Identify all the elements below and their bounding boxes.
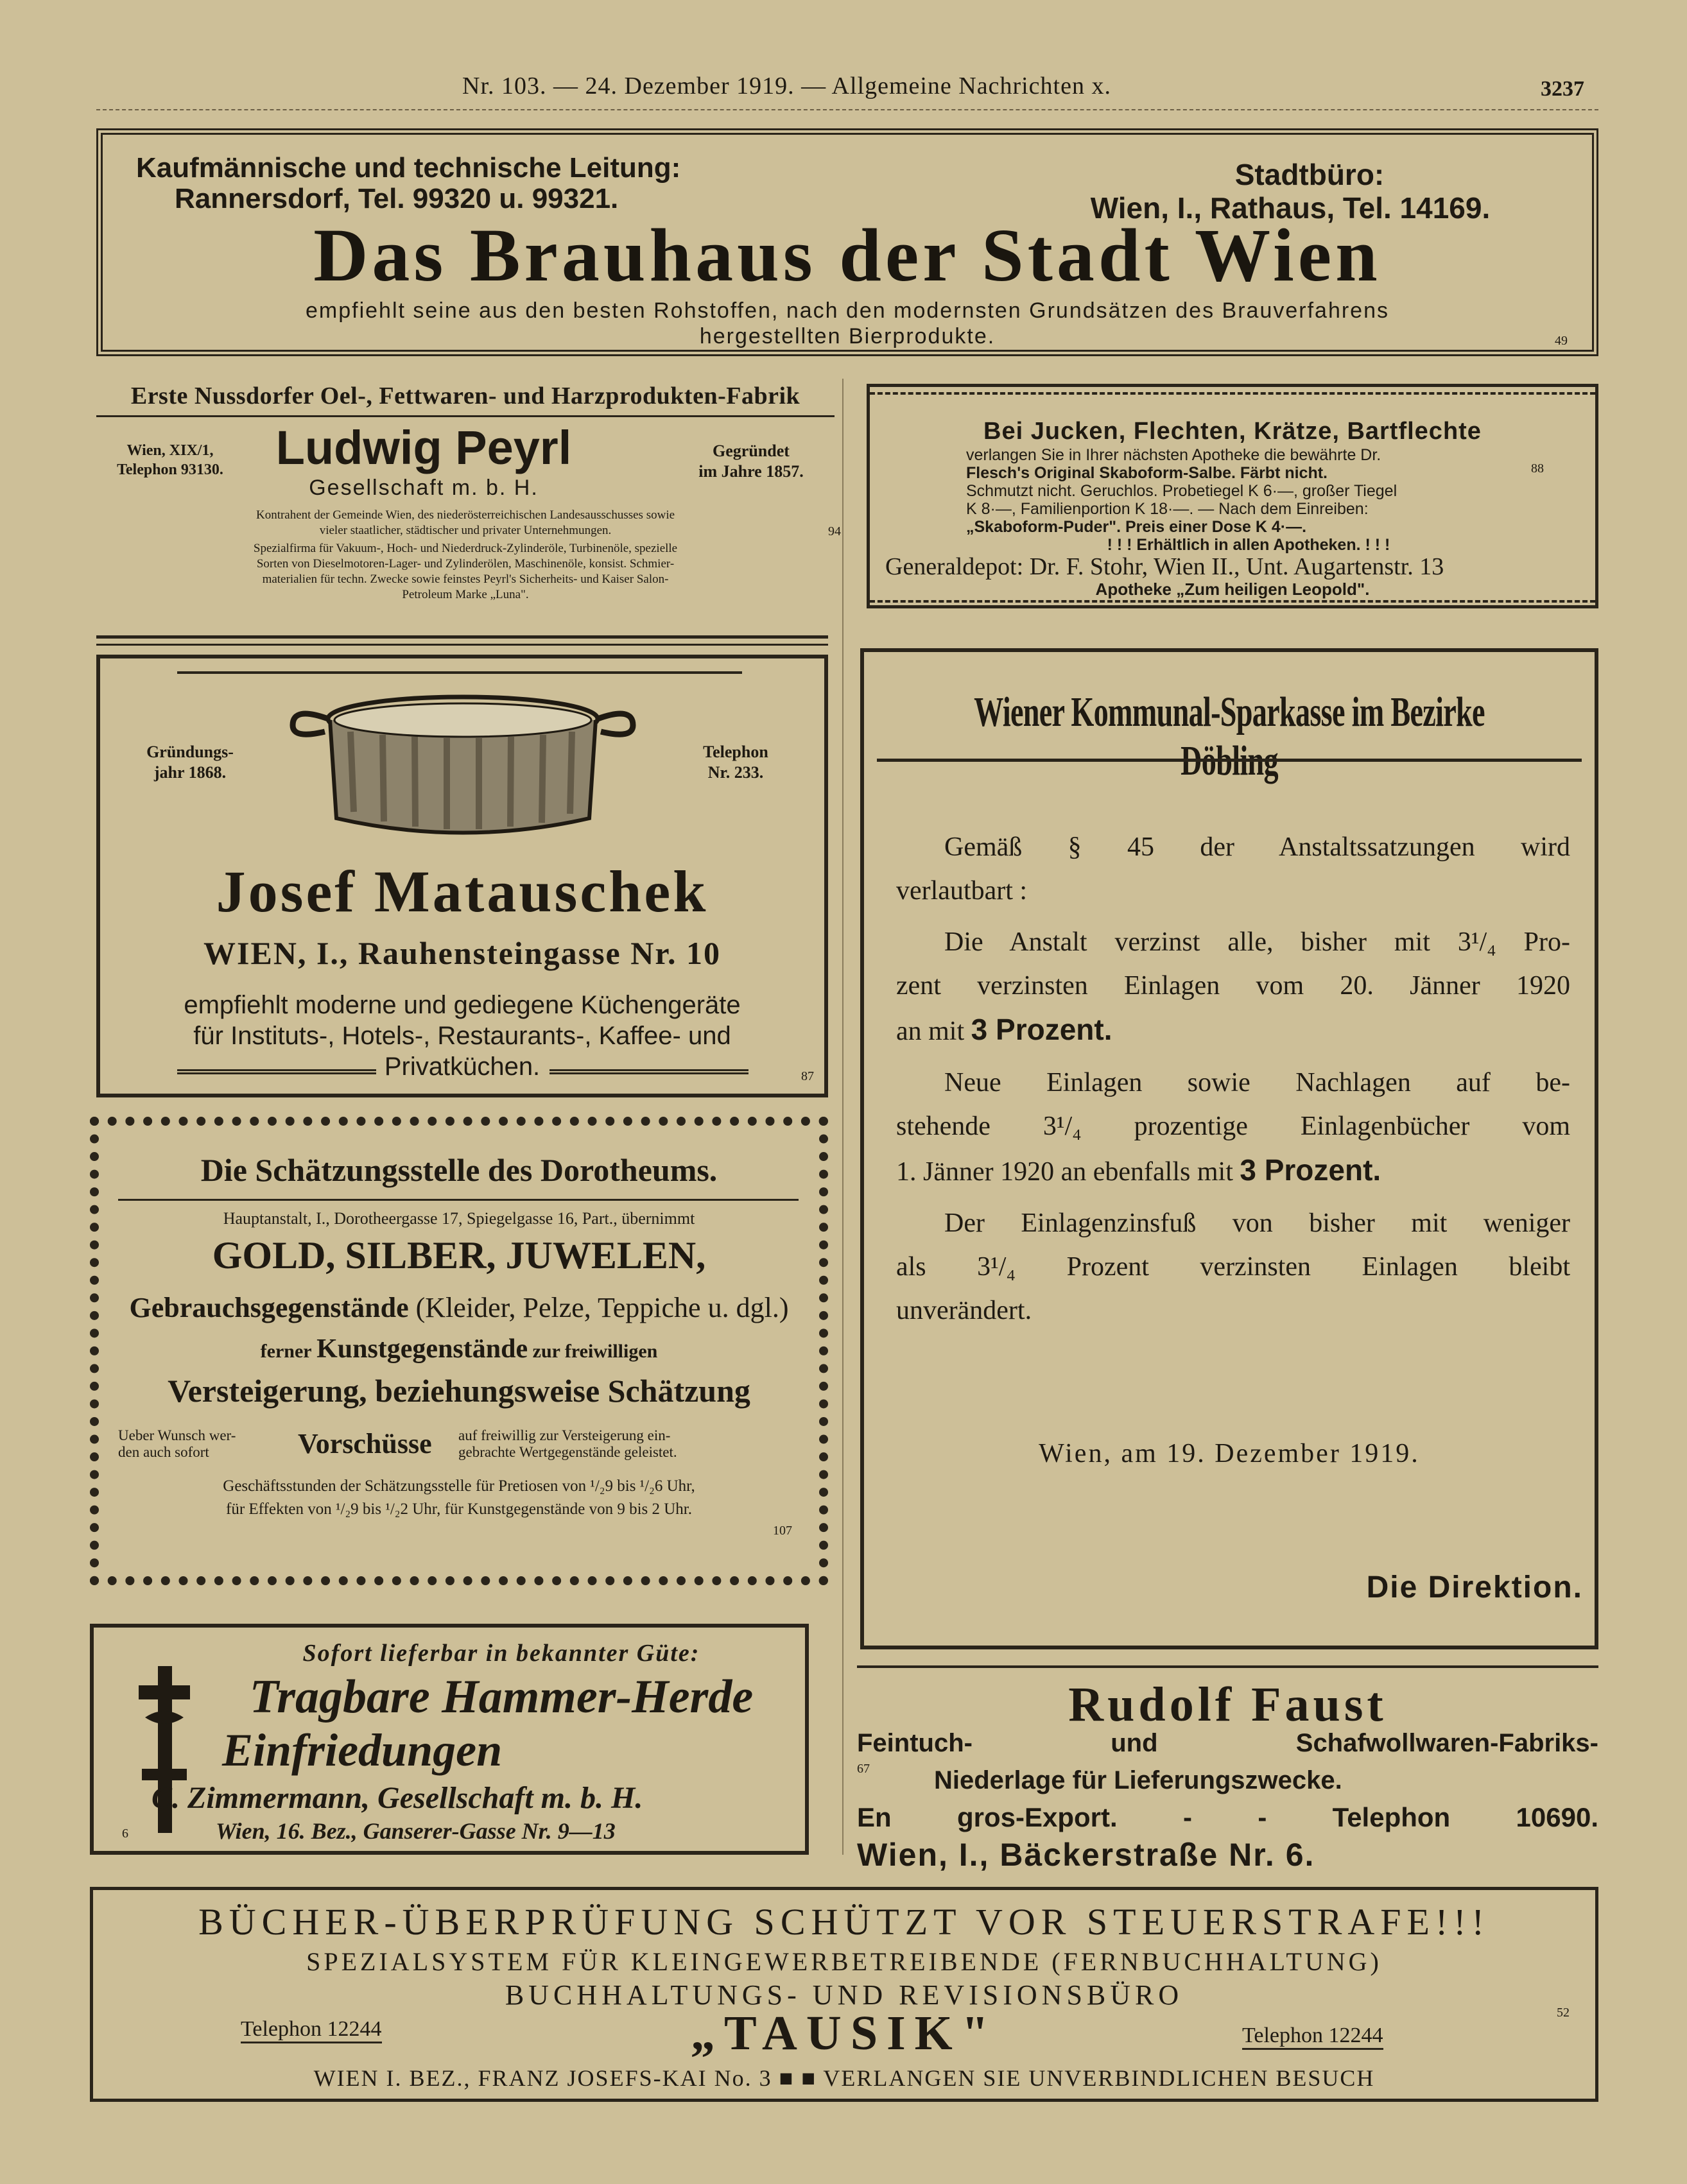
matauschek-left-line2: jahr 1868. [153, 763, 227, 782]
dorotheum-line3a: ferner [260, 1341, 312, 1362]
peyrl-ad [96, 382, 841, 626]
sparkasse-body [896, 825, 1570, 1332]
dorotheum-ref: 107 [773, 1524, 792, 1538]
peyrl-subtitle: Gesellschaft m. b. H. [309, 476, 539, 500]
peyrl-right-line2: im Jahre 1857. [698, 462, 804, 481]
flesch-apotheke: Apotheke „Zum heiligen Leopold". [1095, 580, 1370, 599]
sparkasse-ad [860, 648, 1598, 1649]
brauhaus-right-line1: Stadtbüro: [1234, 158, 1385, 191]
brauhaus-left-line1: Kaufmännische und technische Leitung: [136, 152, 681, 184]
flesch-line1: verlangen Sie in Ihrer nächsten Apotheke die bewährte Dr. [966, 446, 1381, 464]
header-running-title: Nr. 103. — 24. Dezember 1919. — Allgemeine Nachrichten x. [462, 73, 1111, 99]
tausik-ref: 52 [1557, 2006, 1570, 2020]
dorotheum-line3b: Kunstgegenstände [316, 1334, 528, 1364]
brauhaus-ad [96, 128, 1598, 356]
dorotheum-right-small1: auf freiwillig zur Versteigerung ein- [458, 1427, 671, 1443]
flesch-border-bottom [870, 600, 1595, 603]
sparkasse-p1-line2: verlautbart : [896, 876, 1028, 906]
peyrl-left-line2: Telephon 93130. [117, 461, 223, 478]
faust-ad [857, 1665, 1598, 1877]
dorotheum-left-small [118, 1427, 285, 1461]
tausik-tel-left: Telephon 12244 [241, 2017, 382, 2043]
peyrl-left-info [103, 441, 238, 479]
peyrl-left-line1: Wien, XIX/1, [126, 442, 214, 459]
dorotheum-hours2: für Effekten von ¹/₂9 bis ¹/₂2 Uhr, für Kunstgegenstände von 9 bis 2 Uhr. [226, 1500, 692, 1518]
brauhaus-title: Das Brauhaus der Stadt Wien [313, 213, 1381, 297]
dorotheum-title: Die Schätzungsstelle des Dorotheums. [200, 1152, 718, 1188]
sparkasse-p3-line1: Neue Einlagen sowie Nachlagen auf be- [944, 1068, 1570, 1097]
dorotheum-rule [118, 1199, 799, 1201]
peyrl-text-line6: Petroleum Marke „Luna". [402, 588, 529, 601]
sparkasse-p4-line2: als 3¹/₄ Prozent verzinsten Einlagen bleibt [896, 1252, 1570, 1282]
dorotheum-line2a: Gebrauchsgegenstände [129, 1292, 409, 1323]
page-header [0, 72, 1687, 110]
flesch-line4: K 8·—, Familienportion K 18·—. — Nach dem Einreiben: [966, 500, 1369, 518]
dorotheum-line4: Versteigerung, beziehungsweise Schätzung [168, 1373, 750, 1409]
sparkasse-p4-line3: unverändert. [896, 1296, 1032, 1325]
matauschek-right-line1: Telephon [703, 743, 768, 761]
cooking-pot-icon [280, 680, 646, 847]
peyrl-name: Ludwig Peyrl [275, 421, 572, 474]
zimmermann-ref: 6 [122, 1827, 128, 1841]
peyrl-text-line5: materialien für techn. Zwecke sowie feinstes Peyrl's Sicherheits- und Kaiser Salon- [262, 572, 669, 586]
matauschek-line3: Privatküchen. [384, 1053, 541, 1081]
matauschek-right-rule [549, 1069, 748, 1074]
zimmermann-line4: C. Zimmermann, Gesellschaft m. b. H. [151, 1781, 643, 1815]
faust-name: Rudolf Faust [1068, 1678, 1387, 1732]
dorotheum-right-small2: gebrachte Wertgegenstände geleistet. [458, 1444, 677, 1460]
matauschek-address: WIEN, I., Rauhensteingasse Nr. 10 [203, 935, 721, 971]
matauschek-right-line2: Nr. 233. [707, 763, 764, 782]
brauhaus-left-address [136, 153, 680, 214]
matauschek-name: Josef Matauschek [216, 859, 709, 924]
tausik-tel-right: Telephon 12244 [1242, 2024, 1383, 2050]
dorotheum-hours [99, 1475, 819, 1521]
faust-line1: Feintuch- und Schafwollwaren-Fabriks- [857, 1729, 1598, 1757]
sparkasse-p3-line3b: 3 Prozent. [1240, 1153, 1381, 1187]
matauschek-left-info [113, 742, 267, 783]
tausik-ad [90, 1887, 1598, 2102]
matauschek-left-line1: Gründungs- [146, 743, 234, 761]
matauschek-left-rule [177, 1069, 376, 1074]
flesch-heading: Bei Jucken, Flechten, Krätze, Bartflechte [983, 418, 1482, 445]
matauschek-ref: 87 [801, 1069, 814, 1083]
sparkasse-p1-line1: Gemäß § 45 der Anstaltssatzungen wird [944, 832, 1570, 862]
peyrl-right-info [674, 441, 828, 482]
peyrl-text-line1: Kontrahent der Gemeinde Wien, des niederösterreichischen Landesausschusses sowie [255, 508, 675, 522]
sparkasse-signature: Die Direktion. [1366, 1570, 1583, 1604]
brauhaus-description [103, 298, 1592, 349]
sparkasse-p2-line2: zent verzinsten Einlagen vom 20. Jänner 1920 [896, 971, 1570, 1001]
zimmermann-line2: Tragbare Hammer-Herde [249, 1671, 754, 1723]
faust-line4: Wien, I., Bäckerstraße Nr. 6. [857, 1837, 1315, 1873]
dorotheum-line2 [99, 1291, 819, 1324]
dorotheum-ad [90, 1117, 828, 1585]
sparkasse-title: Wiener Kommunal-Sparkasse im Bezirke Döbling [974, 689, 1485, 784]
peyrl-right-line1: Gegründet [713, 442, 790, 460]
dorotheum-line2b: (Kleider, Pelze, Teppiche u. dgl.) [415, 1292, 789, 1323]
matauschek-line1: empfiehlt moderne und gediegene Küchengeräte [184, 991, 741, 1019]
sparkasse-rule [877, 759, 1582, 762]
dorotheum-left-small1: Ueber Wunsch wer- [118, 1427, 236, 1443]
sparkasse-date: Wien, am 19. Dezember 1919. [1039, 1439, 1420, 1468]
matauschek-line2: für Instituts-, Hotels-, Restaurants-, Kaffee- und [193, 1022, 731, 1050]
dorotheum-right-small [458, 1427, 805, 1461]
peyrl-heading: Erste Nussdorfer Oel-, Fettwaren- und Harzprodukten-Fabrik [130, 383, 800, 409]
dorotheum-hours1: Geschäftsstunden der Schätzungsstelle für Pretiosen von ¹/₂9 bis ¹/₂6 Uhr, [223, 1477, 695, 1495]
sparkasse-p3-line2: stehende 3¹/₄ prozentige Einlagenbücher vom [896, 1112, 1570, 1141]
flesch-depot: Generaldepot: Dr. F. Stohr, Wien II., Unt. Augartenstr. 13 [885, 553, 1444, 580]
zimmermann-line1: Sofort lieferbar in bekannter Güte: [302, 1640, 700, 1667]
zimmermann-line3: Einfriedungen [222, 1724, 503, 1776]
page-number: 3237 [1541, 77, 1584, 101]
matauschek-top-rule [96, 635, 828, 646]
brauhaus-desc-line1: empfiehlt seine aus den besten Rohstoffen, nach den modernsten Grundsätzen des Brauverfahrens [306, 298, 1389, 323]
sparkasse-p3-line3 [896, 1148, 1570, 1194]
peyrl-text [96, 508, 835, 603]
flesch-border-top [870, 392, 1595, 395]
dorotheum-left-small2: den auch sofort [118, 1444, 209, 1460]
zimmermann-line5: Wien, 16. Bez., Ganserer-Gasse Nr. 9—13 [216, 1818, 616, 1844]
faust-line2: Niederlage für Lieferungszwecke. [934, 1766, 1342, 1794]
peyrl-text-line2-row [96, 523, 835, 538]
tausik-bottom: WIEN I. BEZ., FRANZ JOSEFS-KAI No. 3 ■ ■ VERLANGEN SIE UNVERBINDLICHEN BESUCH [313, 2065, 1375, 2091]
sparkasse-p2-line3a: an mit [896, 1017, 965, 1046]
tausik-line3: BUCHHALTUNGS- UND REVISIONSBÜRO [505, 1979, 1184, 2011]
brauhaus-ref: 49 [1555, 334, 1568, 348]
brauhaus-right-line2: Wien, I., Rathaus, Tel. 14169. [1090, 191, 1491, 225]
peyrl-text-line2: vieler staatlicher, städtischer und privater Unternehmungen. [319, 524, 612, 537]
dorotheum-line3 [99, 1334, 819, 1364]
sparkasse-p2-line3 [896, 1008, 1570, 1053]
peyrl-text-line3: Spezialfirma für Vakuum-, Hoch- und Niederdruck-Zylinderöle, Turbinenöle, spezielle [253, 542, 678, 555]
sparkasse-p2-line1: Die Anstalt verzinst alle, bisher mit 3¹/₄ Pro- [944, 927, 1570, 957]
flesch-ref: 88 [1531, 461, 1544, 476]
flesch-line3: Schmutzt nicht. Geruchlos. Probetiegel K 6·—, großer Tiegel [966, 482, 1397, 500]
dorotheum-vorschuesse: Vorschüsse [298, 1428, 432, 1459]
zimmermann-ad [90, 1624, 809, 1855]
brauhaus-left-line2: Rannersdorf, Tel. 99320 u. 99321. [175, 183, 619, 214]
flesch-body [966, 446, 1531, 554]
brauhaus-desc-line2: hergestellten Bierprodukte. [699, 324, 996, 348]
dorotheum-line1: Hauptanstalt, I., Dorotheergasse 17, Spiegelgasse 16, Part., übernimmt [223, 1209, 695, 1228]
tausik-line1: BÜCHER-ÜBERPRÜFUNG SCHÜTZT VOR STEUERSTRAFE!!! [198, 1901, 1490, 1943]
tausik-name: „TAUSIK" [691, 2006, 998, 2060]
faust-line3: En gros-Export. - - Telephon 10690. [857, 1802, 1598, 1832]
peyrl-text-line4: Sorten von Dieselmotoren-Lager- und Zylinderölen, Maschinenöle, konsist. Schmier- [256, 557, 675, 571]
tausik-line2: SPEZIALSYSTEM FÜR KLEINGEWERBETREIBENDE (FERNBUCHHALTUNG) [306, 1947, 1382, 1976]
matauschek-right-info [659, 742, 813, 783]
faust-text [857, 1724, 1598, 1873]
column-divider [842, 379, 843, 1855]
peyrl-rule [96, 415, 835, 417]
flesch-line2: Flesch's Original Skaboform-Salbe. Färbt nicht. [966, 464, 1328, 482]
sparkasse-p2-line3b: 3 Prozent. [971, 1013, 1112, 1046]
peyrl-ref: 94 [828, 524, 841, 538]
header-rule [96, 109, 1598, 110]
sparkasse-p3-line3a: 1. Jänner 1920 an ebenfalls mit [896, 1157, 1233, 1187]
matauschek-text [100, 990, 824, 1082]
flesch-line6: ! ! ! Erhältlich in allen Apotheken. ! ! ! [1107, 536, 1390, 554]
faust-ref: 67 [857, 1762, 870, 1776]
matauschek-ad [96, 655, 828, 1097]
flesch-line5: „Skaboform-Puder". Preis einer Dose K 4·—. [966, 518, 1307, 536]
dorotheum-goods: GOLD, SILBER, JUWELEN, [212, 1234, 706, 1277]
sparkasse-p4-line1: Der Einlagenzinsfuß von bisher mit weniger [944, 1208, 1570, 1238]
flesch-ad [867, 384, 1598, 608]
dorotheum-line3c: zur freiwilligen [532, 1341, 658, 1362]
